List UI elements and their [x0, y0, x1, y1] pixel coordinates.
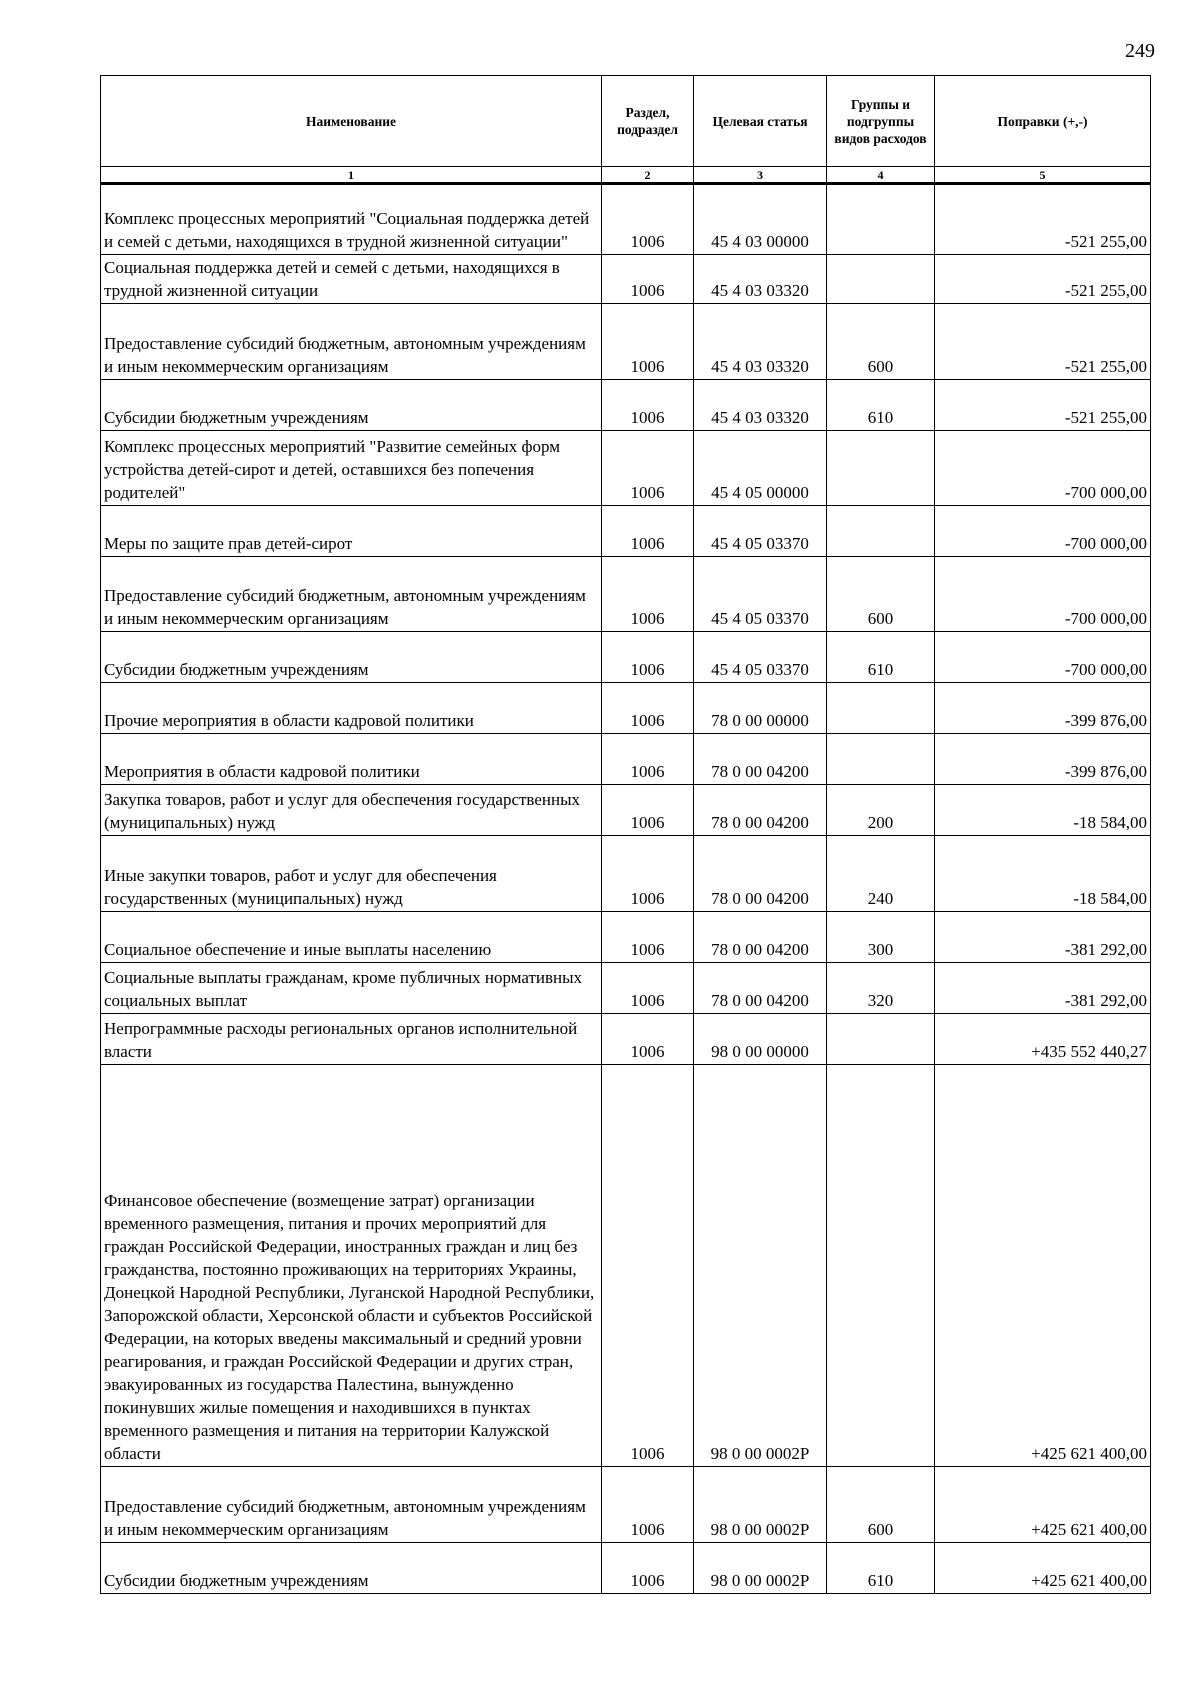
row-amount: +425 621 400,00	[935, 1065, 1151, 1467]
row-name: Закупка товаров, работ и услуг для обеспечения государственных (муниципальных) нужд	[101, 785, 602, 836]
row-amount: -700 000,00	[935, 632, 1151, 683]
row-section: 1006	[602, 1065, 694, 1467]
row-amount: -399 876,00	[935, 683, 1151, 734]
row-group: 300	[827, 912, 935, 963]
row-section: 1006	[602, 1543, 694, 1594]
row-section: 1006	[602, 632, 694, 683]
row-name: Мероприятия в области кадровой политики	[101, 734, 602, 785]
table-row	[101, 255, 1151, 304]
column-index: 1	[101, 167, 602, 184]
header-amount: Поправки (+,-)	[935, 76, 1151, 167]
table-row	[101, 632, 1151, 683]
row-target: 78 0 00 04200	[694, 912, 827, 963]
row-group: 200	[827, 785, 935, 836]
row-target: 45 4 05 03370	[694, 506, 827, 557]
row-amount: -399 876,00	[935, 734, 1151, 785]
row-section: 1006	[602, 836, 694, 912]
header-name: Наименование	[101, 76, 602, 167]
column-index: 4	[827, 167, 935, 184]
table-row	[101, 1467, 1151, 1543]
row-target: 78 0 00 04200	[694, 836, 827, 912]
row-name: Субсидии бюджетным учреждениям	[101, 380, 602, 431]
row-target: 78 0 00 04200	[694, 963, 827, 1014]
row-name: Социальная поддержка детей и семей с детьми, находящихся в трудной жизненной ситуации	[101, 255, 602, 304]
row-target: 45 4 05 03370	[694, 557, 827, 632]
row-section: 1006	[602, 380, 694, 431]
row-target: 45 4 03 00000	[694, 184, 827, 255]
row-name: Предоставление субсидий бюджетным, автономным учреждениям и иным некоммерческим организациям	[101, 304, 602, 380]
table-row	[101, 380, 1151, 431]
row-group	[827, 1014, 935, 1065]
page-number: 249	[1125, 40, 1155, 62]
row-group	[827, 506, 935, 557]
table-row	[101, 1014, 1151, 1065]
row-group: 610	[827, 380, 935, 431]
row-group: 600	[827, 304, 935, 380]
row-target: 78 0 00 00000	[694, 683, 827, 734]
row-name: Предоставление субсидий бюджетным, автономным учреждениям и иным некоммерческим организациям	[101, 557, 602, 632]
row-amount: -700 000,00	[935, 431, 1151, 506]
row-group	[827, 431, 935, 506]
table-row	[101, 912, 1151, 963]
row-section: 1006	[602, 683, 694, 734]
row-target: 98 0 00 00000	[694, 1014, 827, 1065]
header-row	[101, 76, 1151, 167]
column-index: 5	[935, 167, 1151, 184]
table-row	[101, 963, 1151, 1014]
row-section: 1006	[602, 912, 694, 963]
budget-amendments-table	[100, 75, 1151, 1594]
row-section: 1006	[602, 557, 694, 632]
row-target: 98 0 00 0002Р	[694, 1467, 827, 1543]
row-target: 45 4 03 03320	[694, 304, 827, 380]
row-section: 1006	[602, 963, 694, 1014]
row-amount: -521 255,00	[935, 380, 1151, 431]
table-row	[101, 1543, 1151, 1594]
table-row	[101, 734, 1151, 785]
row-amount: -18 584,00	[935, 836, 1151, 912]
row-name: Социальное обеспечение и иные выплаты населению	[101, 912, 602, 963]
row-amount: -18 584,00	[935, 785, 1151, 836]
row-section: 1006	[602, 734, 694, 785]
row-target: 98 0 00 0002Р	[694, 1543, 827, 1594]
column-index: 2	[602, 167, 694, 184]
row-group	[827, 184, 935, 255]
row-amount: -381 292,00	[935, 963, 1151, 1014]
row-amount: +425 621 400,00	[935, 1543, 1151, 1594]
row-section: 1006	[602, 431, 694, 506]
row-group	[827, 1065, 935, 1467]
row-group	[827, 255, 935, 304]
row-name: Комплекс процессных мероприятий "Развитие семейных форм устройства детей-сирот и детей, оставшихся без попечения родителей"	[101, 431, 602, 506]
row-amount: -521 255,00	[935, 184, 1151, 255]
row-amount: -381 292,00	[935, 912, 1151, 963]
row-target: 45 4 03 03320	[694, 380, 827, 431]
row-amount: -521 255,00	[935, 304, 1151, 380]
row-name: Иные закупки товаров, работ и услуг для обеспечения государственных (муниципальных) нужд	[101, 836, 602, 912]
row-name: Субсидии бюджетным учреждениям	[101, 1543, 602, 1594]
row-group	[827, 683, 935, 734]
row-name: Прочие мероприятия в области кадровой политики	[101, 683, 602, 734]
table-row	[101, 184, 1151, 255]
row-section: 1006	[602, 1467, 694, 1543]
row-section: 1006	[602, 506, 694, 557]
row-section: 1006	[602, 255, 694, 304]
table-row	[101, 836, 1151, 912]
row-name: Меры по защите прав детей-сирот	[101, 506, 602, 557]
row-section: 1006	[602, 785, 694, 836]
row-section: 1006	[602, 1014, 694, 1065]
row-target: 45 4 05 03370	[694, 632, 827, 683]
column-index: 3	[694, 167, 827, 184]
table-row	[101, 785, 1151, 836]
row-name: Социальные выплаты гражданам, кроме публичных нормативных социальных выплат	[101, 963, 602, 1014]
row-name: Комплекс процессных мероприятий "Социальная поддержка детей и семей с детьми, находящихся в трудной жизненной ситуации"	[101, 184, 602, 255]
row-group: 320	[827, 963, 935, 1014]
row-target: 78 0 00 04200	[694, 734, 827, 785]
row-target: 98 0 00 0002Р	[694, 1065, 827, 1467]
row-amount: +435 552 440,27	[935, 1014, 1151, 1065]
table-row	[101, 683, 1151, 734]
row-group: 600	[827, 1467, 935, 1543]
row-name: Непрограммные расходы региональных органов исполнительной власти	[101, 1014, 602, 1065]
row-group: 600	[827, 557, 935, 632]
table-row	[101, 557, 1151, 632]
row-group	[827, 734, 935, 785]
row-target: 45 4 03 03320	[694, 255, 827, 304]
row-amount: -700 000,00	[935, 557, 1151, 632]
row-section: 1006	[602, 304, 694, 380]
row-target: 45 4 05 00000	[694, 431, 827, 506]
row-group: 610	[827, 1543, 935, 1594]
row-target: 78 0 00 04200	[694, 785, 827, 836]
table-row	[101, 431, 1151, 506]
row-amount: -700 000,00	[935, 506, 1151, 557]
row-amount: -521 255,00	[935, 255, 1151, 304]
header-group: Группы и подгруппы видов расходов	[827, 76, 935, 167]
row-section: 1006	[602, 184, 694, 255]
row-name: Предоставление субсидий бюджетным, автономным учреждениям и иным некоммерческим организациям	[101, 1467, 602, 1543]
header-section: Раздел, подраздел	[602, 76, 694, 167]
row-group: 240	[827, 836, 935, 912]
table-row	[101, 506, 1151, 557]
header-target: Целевая статья	[694, 76, 827, 167]
row-name: Субсидии бюджетным учреждениям	[101, 632, 602, 683]
row-name: Финансовое обеспечение (возмещение затрат) организации временного размещения, питания и прочих мероприятий для граждан Российской Федерации, иностранных граждан и лиц без гражданства, постоянно проживающих на территориях Украины, Донецкой Народной Республики, Луганской Народной Республики, Запорожской области, Херсонской области и субъектов Российской Федерации, на которых введены максимальный и средний уровни реагирования, и граждан Российской Федерации и других стран, эвакуированных из государства Палестина, вынужденно покинувших жилые помещения и находившихся в пунктах временного размещения и питания на территории Калужской области	[101, 1065, 602, 1467]
row-amount: +425 621 400,00	[935, 1467, 1151, 1543]
table-row	[101, 304, 1151, 380]
column-index-row	[101, 167, 1151, 184]
table-row	[101, 1065, 1151, 1467]
table-header	[101, 76, 1151, 184]
row-group: 610	[827, 632, 935, 683]
